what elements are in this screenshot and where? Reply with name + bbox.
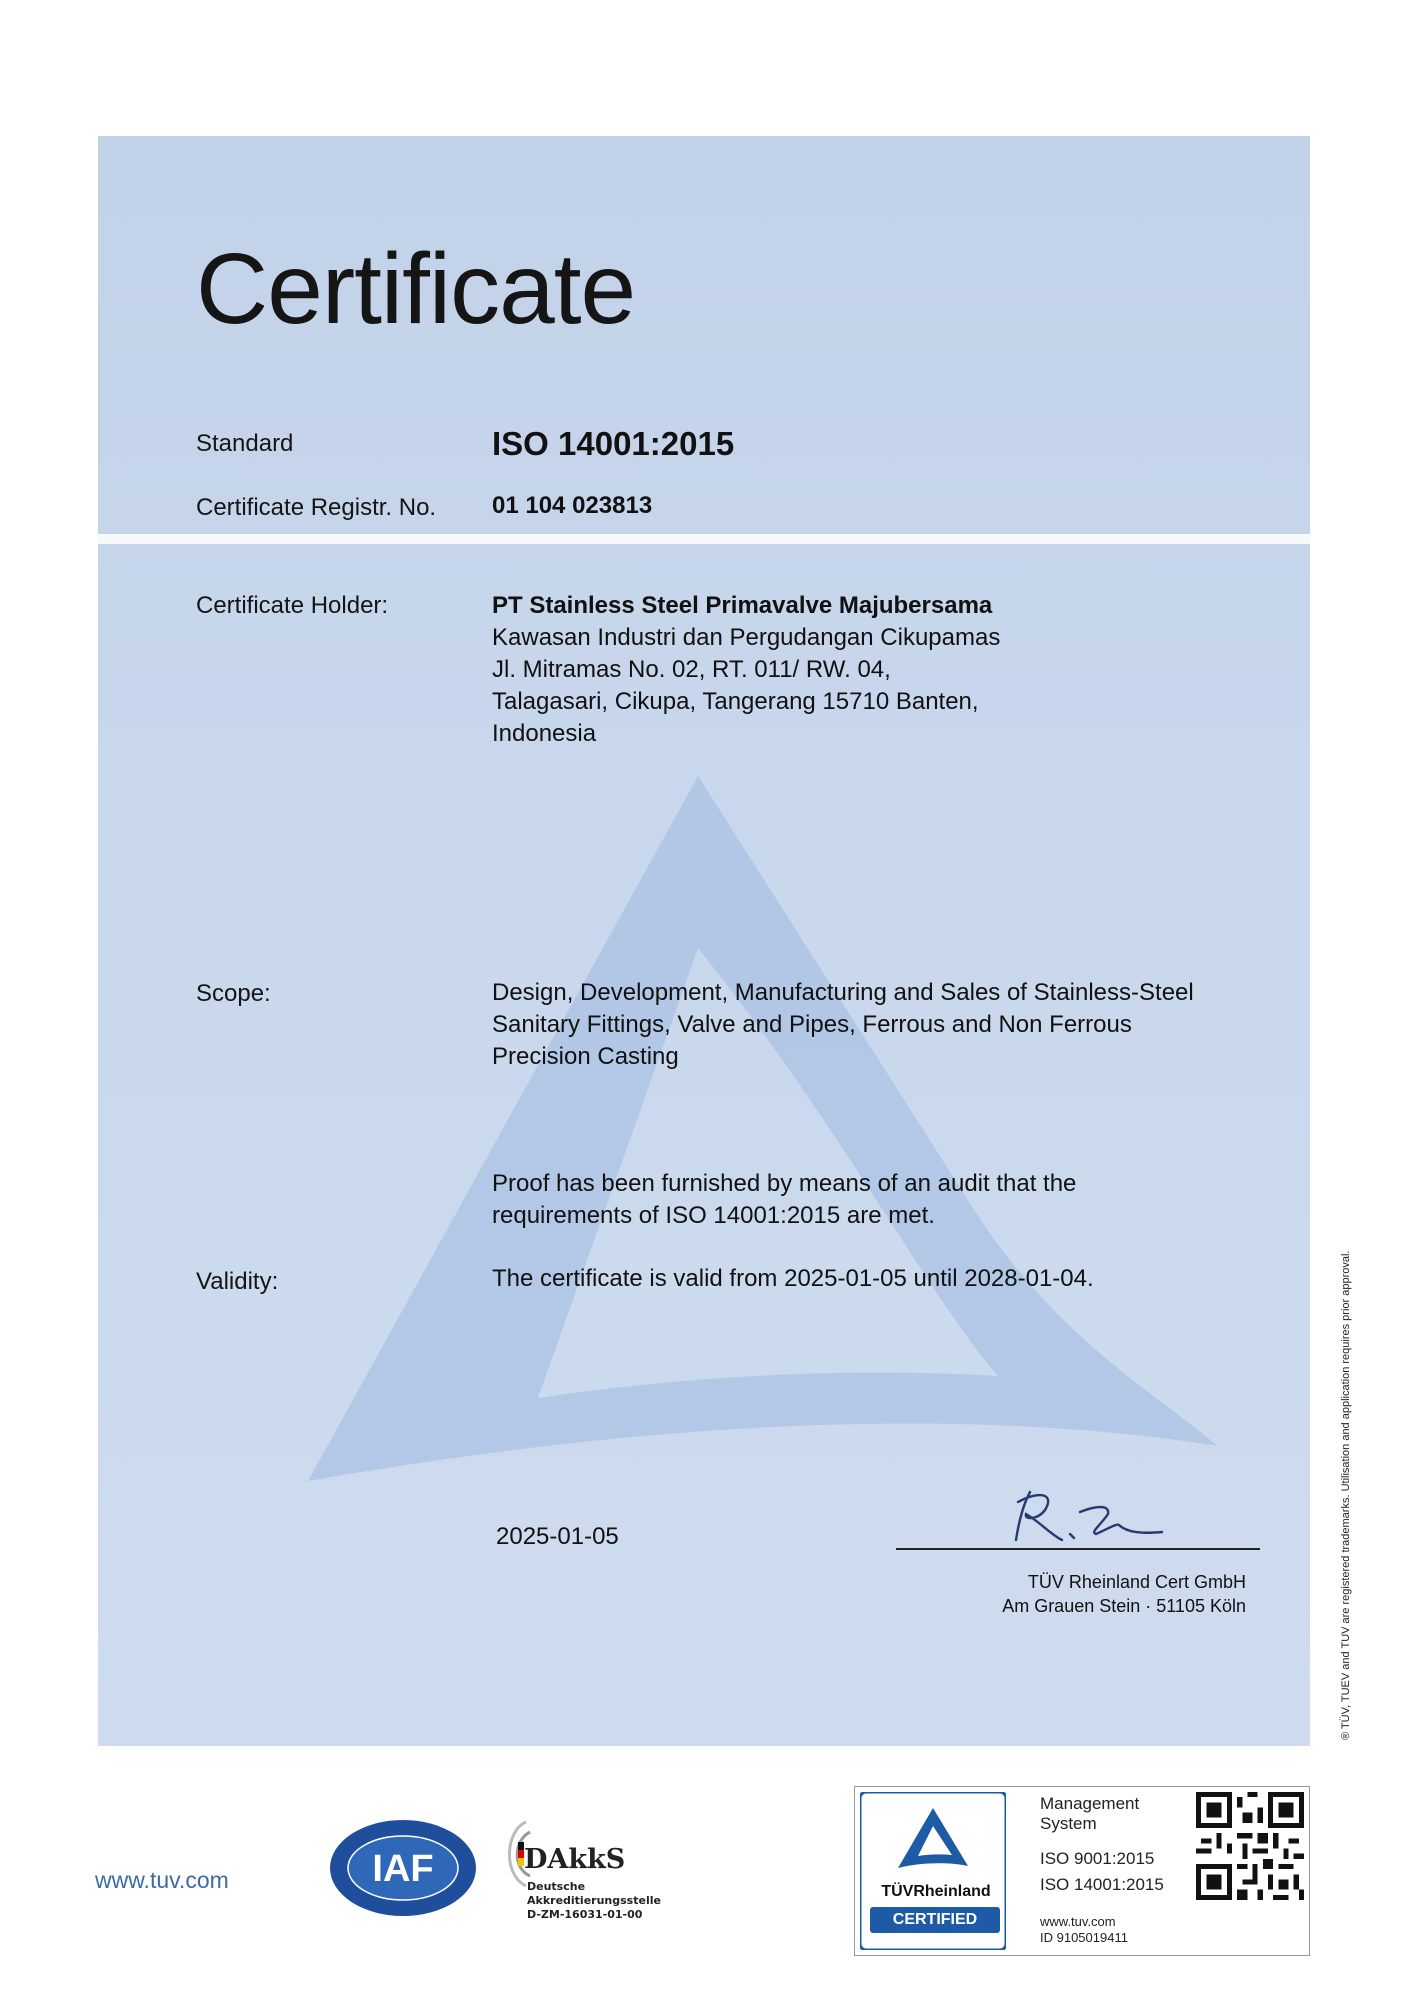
holder-name: PT Stainless Steel Primavalve Majubersama	[492, 592, 993, 619]
proof-line: requirements of ISO 14001:2015 are met.	[492, 1202, 935, 1229]
validity-text: The certificate is valid from 2025-01-05 until 2028-01-04.	[492, 1265, 1094, 1292]
qr-code-icon[interactable]	[1196, 1792, 1304, 1900]
dakks-line: D-ZM-16031-01-00	[527, 1908, 643, 1921]
tuv-web[interactable]: www.tuv.com	[1040, 1914, 1116, 1929]
issuer-name: TÜV Rheinland Cert GmbH	[1027, 1572, 1246, 1592]
system-label-line: Management	[1040, 1794, 1140, 1813]
iaf-logo	[328, 1818, 478, 1918]
website-link[interactable]: www.tuv.com	[95, 1867, 229, 1893]
standard-item: ISO 9001:2015	[1040, 1849, 1155, 1868]
standard-value: ISO 14001:2015	[492, 425, 735, 462]
proof-line: Proof has been furnished by means of an audit that the	[492, 1170, 1077, 1197]
dakks-details	[527, 1880, 661, 1922]
panel-divider	[98, 534, 1310, 544]
iaf-text: IAF	[372, 1848, 434, 1890]
proof-statement	[492, 1168, 1076, 1232]
scope-line: Sanitary Fittings, Valve and Pipes, Ferrous and Non Ferrous	[492, 1011, 1132, 1038]
issue-date: 2025-01-05	[496, 1523, 619, 1550]
dakks-line: Akkreditierungsstelle	[527, 1894, 661, 1907]
registration-label: Certificate Registr. No.	[196, 494, 437, 521]
scope-label: Scope:	[196, 980, 271, 1007]
tuv-mark-footer	[1040, 1914, 1128, 1946]
signature	[1000, 1482, 1170, 1552]
holder-address-line: Talagasari, Cikupa, Tangerang 15710 Banten,	[492, 688, 979, 715]
management-system-label	[1040, 1794, 1139, 1834]
holder-label: Certificate Holder:	[196, 592, 389, 619]
management-standards	[1040, 1846, 1164, 1898]
issuer-address: Am Grauen Stein · 51105 Köln	[1002, 1596, 1246, 1616]
holder-address-line: Indonesia	[492, 720, 597, 747]
signature-line	[896, 1548, 1260, 1550]
validity-label: Validity:	[196, 1268, 279, 1295]
tuv-brand: TÜVRheinland	[881, 1883, 991, 1900]
standard-label: Standard	[196, 430, 294, 457]
dakks-line: Deutsche	[527, 1880, 586, 1893]
issuer-block	[900, 1570, 1246, 1618]
certified-badge: CERTIFIED	[870, 1907, 1000, 1933]
scope-text	[492, 977, 1194, 1073]
holder-block	[492, 590, 1000, 750]
holder-address-line: Jl. Mitramas No. 02, RT. 011/ RW. 04,	[492, 656, 891, 683]
tuv-id: ID 9105019411	[1040, 1930, 1128, 1945]
dakks-name: DAkkS	[524, 1844, 626, 1875]
registration-number: 01 104 023813	[492, 492, 653, 519]
scope-line: Precision Casting	[492, 1043, 679, 1070]
trademark-note: ® TÜV, TUEV and TUV are registered trademarks. Utilisation and application requires prior approval.	[1340, 1250, 1352, 1740]
holder-address-line: Kawasan Industri dan Pergudangan Cikupamas	[492, 624, 1001, 651]
scope-line: Design, Development, Manufacturing and Sales of Stainless-Steel	[492, 979, 1194, 1006]
standard-item: ISO 14001:2015	[1040, 1875, 1164, 1894]
certificate-title: Certificate	[196, 233, 636, 345]
system-label-line: System	[1040, 1814, 1097, 1833]
